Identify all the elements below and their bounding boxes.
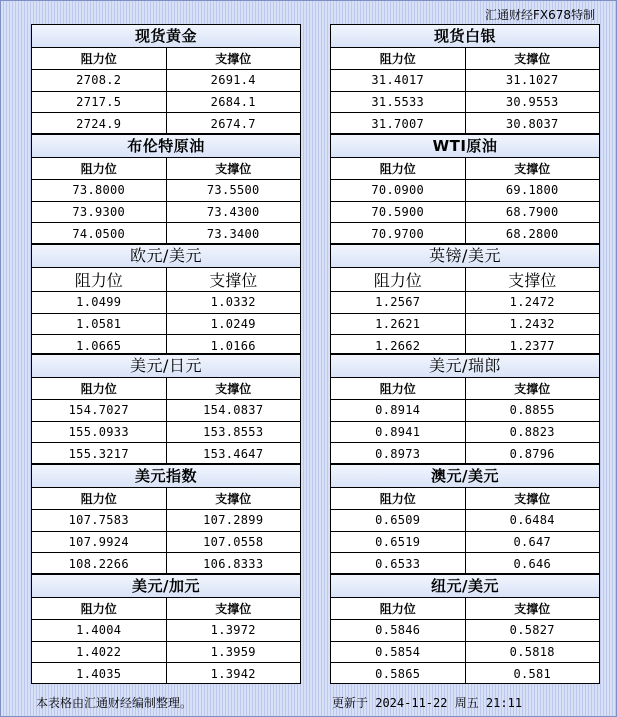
- support-value: 0.8796: [509, 446, 555, 461]
- support-value: 0.646: [513, 556, 552, 571]
- resistance-header: 阻力位: [32, 598, 166, 620]
- quote-block: [330, 354, 600, 464]
- brand-label: 汇通财经FX678特制: [484, 8, 595, 22]
- support-header: 支撑位: [465, 598, 599, 620]
- resistance-header: 阻力位: [331, 158, 465, 180]
- resistance-value: 1.0499: [32, 292, 166, 314]
- quote-block: [31, 24, 301, 134]
- levels-table: [32, 158, 300, 244]
- table-row: [331, 421, 599, 443]
- resistance-value: 73.8000: [32, 180, 166, 202]
- resistance-value: 74.0500: [32, 223, 166, 245]
- resistance-value: 0.6509: [331, 510, 465, 532]
- resistance-value: 0.6533: [331, 553, 465, 575]
- header-row: [32, 378, 300, 400]
- table-row: [32, 421, 300, 443]
- table-row: [32, 620, 300, 642]
- resistance-value: 154.7027: [32, 400, 166, 422]
- table-row: [331, 443, 599, 465]
- resistance-value: 155.0933: [32, 421, 166, 443]
- quote-block: [330, 24, 600, 134]
- block-title: 美元/日元: [32, 355, 300, 378]
- resistance-value: 73.9300: [32, 201, 166, 223]
- support-value: 1.0332: [166, 292, 300, 314]
- support-value: 0.8823: [465, 421, 599, 443]
- table-row: [331, 641, 599, 663]
- resistance-value: 1.4022: [32, 641, 166, 663]
- support-header: 支撑位: [465, 158, 599, 180]
- block-title: 美元/瑞郎: [331, 355, 599, 378]
- levels-table: [32, 268, 300, 356]
- resistance-header: 阻力位: [331, 488, 465, 510]
- table-row: [32, 553, 300, 575]
- quote-block: [330, 134, 600, 244]
- header-row: [32, 268, 300, 292]
- levels-table: [32, 598, 300, 684]
- block-title: 美元指数: [32, 465, 300, 488]
- support-value: 153.4647: [203, 446, 264, 461]
- table-row: [32, 400, 300, 422]
- footer-update-time: 更新于 2024-11-22 周五 21:11: [332, 696, 523, 710]
- resistance-value: 70.9700: [331, 223, 465, 245]
- table-row: [32, 113, 300, 135]
- support-value: 31.1027: [465, 70, 599, 92]
- levels-table: [331, 378, 599, 464]
- resistance-value: 31.4017: [331, 70, 465, 92]
- resistance-value: 2724.9: [32, 113, 166, 135]
- support-value: 68.2800: [505, 226, 559, 241]
- support-value: 0.581: [513, 666, 552, 681]
- table-row: [32, 313, 300, 335]
- support-value: 0.647: [465, 531, 599, 553]
- header-row: [32, 488, 300, 510]
- header-row: [32, 598, 300, 620]
- block-title: 现货白银: [331, 25, 599, 48]
- resistance-value: 0.8914: [331, 400, 465, 422]
- support-value: 0.5818: [465, 641, 599, 663]
- levels-table: [32, 378, 300, 464]
- header-row: [331, 268, 599, 292]
- support-value: 68.7900: [465, 201, 599, 223]
- quote-block: [330, 464, 600, 574]
- table-row: [331, 663, 599, 685]
- table-row: [331, 180, 599, 202]
- block-title: 澳元/美元: [331, 465, 599, 488]
- support-header: 支撑位: [166, 488, 300, 510]
- table-row: [32, 223, 300, 245]
- resistance-value: 0.5846: [331, 620, 465, 642]
- support-value: 1.2377: [509, 338, 555, 353]
- table-row: [331, 292, 599, 314]
- footer-note: 本表格由汇通财经编制整理。: [36, 696, 193, 710]
- support-value: 153.8553: [166, 421, 300, 443]
- block-title: 布伦特原油: [32, 135, 300, 158]
- support-value: 107.0558: [166, 531, 300, 553]
- support-value: 0.5827: [465, 620, 599, 642]
- table-row: [32, 663, 300, 685]
- resistance-value: 0.8941: [331, 421, 465, 443]
- table-row: [32, 180, 300, 202]
- support-header: 支撑位: [166, 268, 300, 292]
- header-row: [331, 488, 599, 510]
- quote-block: [31, 244, 301, 354]
- support-header: 支撑位: [465, 48, 599, 70]
- header-row: [32, 158, 300, 180]
- table-row: [32, 531, 300, 553]
- table-row: [331, 400, 599, 422]
- left-column: [31, 24, 301, 684]
- support-header: 支撑位: [166, 48, 300, 70]
- header-row: [32, 48, 300, 70]
- table-row: [32, 292, 300, 314]
- resistance-value: 0.5854: [331, 641, 465, 663]
- support-value: 2684.1: [166, 91, 300, 113]
- levels-table: [331, 158, 599, 244]
- support-value: 107.2899: [166, 510, 300, 532]
- support-value: 1.3942: [210, 666, 256, 681]
- support-value: 0.8855: [465, 400, 599, 422]
- resistance-header: 阻力位: [331, 268, 465, 292]
- support-value: 2674.7: [210, 116, 256, 131]
- resistance-value: 70.0900: [331, 180, 465, 202]
- resistance-value: 155.3217: [32, 443, 166, 465]
- levels-table: [32, 488, 300, 574]
- support-header: 支撑位: [166, 378, 300, 400]
- right-column: [330, 24, 600, 684]
- table-row: [331, 313, 599, 335]
- resistance-header: 阻力位: [331, 598, 465, 620]
- support-value: 1.3959: [166, 641, 300, 663]
- resistance-value: 107.7583: [32, 510, 166, 532]
- resistance-value: 2708.2: [32, 70, 166, 92]
- table-row: [32, 443, 300, 465]
- table-row: [32, 70, 300, 92]
- support-value: 73.5500: [166, 180, 300, 202]
- block-title: 英镑/美元: [331, 245, 599, 268]
- quote-block: [330, 574, 600, 684]
- block-title: 现货黄金: [32, 25, 300, 48]
- resistance-value: 0.5865: [331, 663, 465, 685]
- resistance-header: 阻力位: [32, 158, 166, 180]
- table-row: [331, 91, 599, 113]
- table-row: [32, 510, 300, 532]
- support-header: 支撑位: [465, 378, 599, 400]
- levels-table: [331, 48, 599, 134]
- support-value: 1.0249: [166, 313, 300, 335]
- resistance-header: 阻力位: [32, 268, 166, 292]
- support-value: 69.1800: [465, 180, 599, 202]
- support-value: 2691.4: [166, 70, 300, 92]
- block-title: 欧元/美元: [32, 245, 300, 268]
- block-title: 纽元/美元: [331, 575, 599, 598]
- support-header: 支撑位: [166, 598, 300, 620]
- block-title: 美元/加元: [32, 575, 300, 598]
- support-value: 30.9553: [465, 91, 599, 113]
- table-row: [32, 335, 300, 357]
- support-value: 154.0837: [166, 400, 300, 422]
- resistance-value: 31.7007: [331, 113, 465, 135]
- resistance-value: 31.5533: [331, 91, 465, 113]
- resistance-value: 1.2662: [331, 335, 465, 357]
- resistance-value: 0.6519: [331, 531, 465, 553]
- support-value: 1.2432: [465, 313, 599, 335]
- header-row: [331, 378, 599, 400]
- support-value: 106.8333: [203, 556, 264, 571]
- header-row: [331, 598, 599, 620]
- quote-block: [31, 574, 301, 684]
- table-row: [32, 201, 300, 223]
- support-value: 1.0166: [210, 338, 256, 353]
- table-row: [32, 641, 300, 663]
- resistance-header: 阻力位: [32, 488, 166, 510]
- resistance-value: 1.4035: [32, 663, 166, 685]
- support-value: 0.6484: [465, 510, 599, 532]
- table-row: [331, 335, 599, 357]
- resistance-value: 0.8973: [331, 443, 465, 465]
- quote-block: [31, 354, 301, 464]
- block-title: WTI原油: [331, 135, 599, 158]
- support-value: 1.3972: [166, 620, 300, 642]
- resistance-value: 107.9924: [32, 531, 166, 553]
- table-row: [331, 553, 599, 575]
- header-row: [331, 158, 599, 180]
- header-row: [331, 48, 599, 70]
- table-row: [331, 201, 599, 223]
- quote-block: [31, 134, 301, 244]
- levels-table: [331, 268, 599, 356]
- table-row: [331, 113, 599, 135]
- resistance-header: 阻力位: [331, 378, 465, 400]
- levels-table: [32, 48, 300, 134]
- support-header: 支撑位: [465, 268, 599, 292]
- levels-table: [331, 598, 599, 684]
- resistance-value: 1.2567: [331, 292, 465, 314]
- resistance-header: 阻力位: [331, 48, 465, 70]
- table-row: [331, 70, 599, 92]
- resistance-value: 2717.5: [32, 91, 166, 113]
- table-row: [331, 531, 599, 553]
- levels-table: [331, 488, 599, 574]
- resistance-value: 1.4004: [32, 620, 166, 642]
- table-row: [32, 91, 300, 113]
- resistance-header: 阻力位: [32, 48, 166, 70]
- resistance-value: 1.0581: [32, 313, 166, 335]
- support-value: 73.4300: [166, 201, 300, 223]
- resistance-value: 70.5900: [331, 201, 465, 223]
- support-value: 30.8037: [505, 116, 559, 131]
- quote-block: [330, 244, 600, 354]
- resistance-value: 1.2621: [331, 313, 465, 335]
- support-header: 支撑位: [166, 158, 300, 180]
- resistance-value: 1.0665: [32, 335, 166, 357]
- resistance-value: 108.2266: [32, 553, 166, 575]
- table-row: [331, 223, 599, 245]
- resistance-header: 阻力位: [32, 378, 166, 400]
- support-value: 73.3400: [206, 226, 260, 241]
- support-value: 1.2472: [465, 292, 599, 314]
- quote-block: [31, 464, 301, 574]
- support-header: 支撑位: [465, 488, 599, 510]
- table-row: [331, 620, 599, 642]
- table-row: [331, 510, 599, 532]
